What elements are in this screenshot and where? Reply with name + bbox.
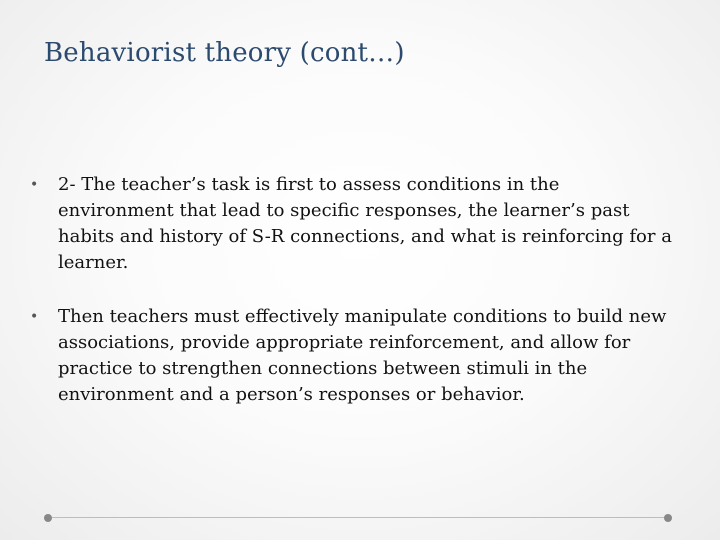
bullet-item: [30, 304, 680, 408]
bullet-list: [30, 172, 680, 436]
bullet-dot-icon: •: [30, 309, 39, 325]
slide-title: Behaviorist theory (cont…): [44, 38, 405, 68]
footer-left-dot-icon: [44, 514, 52, 522]
bullet-text: 2- The teacher’s task is first to assess conditions in the environment that lead to specific responses, the learner’s past habits and history of S-R connections, and what is reinforcing for a learner.: [58, 174, 672, 273]
bullet-dot-icon: •: [30, 177, 39, 193]
footer-right-dot-icon: [664, 514, 672, 522]
bullet-item: [30, 172, 680, 276]
footer-divider: [52, 517, 668, 518]
bullet-text: Then teachers must effectively manipulate conditions to build new associations, provide appropriate reinforcement, and allow for practice to strengthen connections between stimuli in the environment and a person’s responses or behavior.: [58, 306, 667, 405]
